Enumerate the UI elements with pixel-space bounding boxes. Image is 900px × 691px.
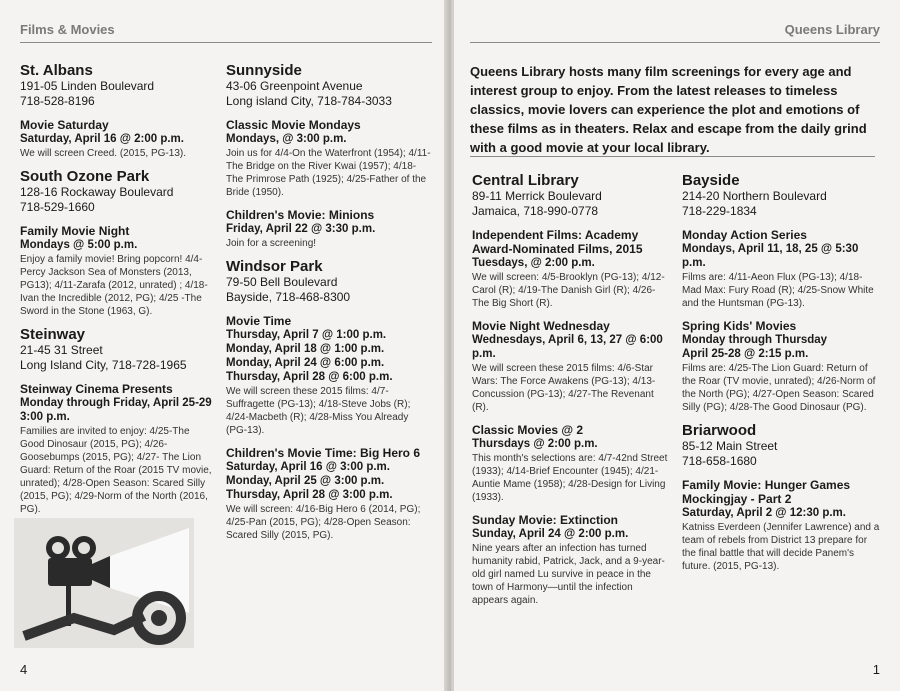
- left-column-2: [226, 62, 432, 550]
- location-block: [472, 172, 668, 607]
- event-title: Children's Movie: Minions: [226, 208, 375, 222]
- event-description: Enjoy a family movie! Bring popcorn! 4/4-Percy Jackson Sea of Monsters (2013, PG13); 4/11-Zarafa (2012, unrated) ; 4/18-Ivan the Incredible (2012, PG); 4/25 -The Sword in the Stone (1963, G).: [20, 254, 208, 317]
- event-description: Join for a screening!: [226, 238, 317, 249]
- event-title: Classic Movies @ 2: [472, 423, 584, 437]
- right-column-2: [682, 172, 882, 581]
- event-time: Saturday, April 16 @ 3:00 p.m.: [226, 461, 390, 473]
- location-address: Bayside, 718-468-8300: [226, 290, 351, 304]
- header-rule: [470, 42, 880, 43]
- right-page: [454, 0, 900, 691]
- event-time: April 25-28 @ 2:15 p.m.: [682, 348, 809, 360]
- event-title: Movie Saturday: [20, 118, 109, 132]
- location-address: 214-20 Northern Boulevard: [682, 189, 827, 203]
- location-name: Briarwood: [682, 422, 757, 439]
- location-address: Long Island City, 718-728-1965: [20, 358, 187, 372]
- location-address: 718-529-1660: [20, 200, 95, 214]
- section-header: Films & Movies: [20, 22, 115, 37]
- location-block: [226, 62, 432, 250]
- location-address: 718-528-8196: [20, 94, 95, 108]
- event-title: Classic Movie Mondays: [226, 118, 361, 132]
- event-description: Films are: 4/25-The Lion Guard: Return of the Roar (TV movie, unrated); 4/26-Norm of the North (PG); 4/27-Open Season: Scared Silly (PG); 4/28-The Good Dinosaur (PG).: [682, 363, 876, 413]
- location-address: 79-50 Bell Boulevard: [226, 275, 338, 289]
- header-rule: [20, 42, 432, 43]
- event-title: Independent Films: Academy Award-Nominated Films, 2015: [472, 228, 643, 256]
- event-time: Tuesdays, @ 2:00 p.m.: [472, 257, 595, 269]
- event-title: Monday Action Series: [682, 228, 807, 242]
- event-time: Monday, April 24 @ 6:00 p.m.: [226, 357, 385, 369]
- location-address: 43-06 Greenpoint Avenue: [226, 79, 363, 93]
- event-time: Thursdays @ 2:00 p.m.: [472, 438, 598, 450]
- page-number: 1: [872, 662, 880, 677]
- event-description: Join us for 4/4-On the Waterfront (1954); 4/11-The Bridge on the River Kwai (1957); 4/18-The Primrose Path (1925); 4/25-Father of the Bride (1950).: [226, 148, 431, 198]
- event-description: Families are invited to enjoy: 4/25-The Good Dinosaur (2015, PG); 4/26-Goosebumps (2015, PG); 4/27- The Lion Guard: Return of the Roar (2015 TV movie, unrated); 4/28-Open Season: Scared Silly (2015, PG); 4/29-Norm of the North (2016, PG).: [20, 426, 212, 515]
- location-address: 85-12 Main Street: [682, 439, 778, 453]
- location-block: [20, 326, 216, 516]
- event-description: Katniss Everdeen (Jennifer Lawrence) and a team of rebels from District 13 prepare for the final battle that will decide Panem's future. (2015, PG-13).: [682, 522, 880, 572]
- event-title: Spring Kids' Movies: [682, 319, 797, 333]
- event-description: We will screen these 2015 films: 4/7-Suffragette (PG-13); 4/18-Steve Jobs (R); 4/24-Macbeth (R); 4/28-Miss You Already (PG-13).: [226, 386, 411, 436]
- location-address: 21-45 31 Street: [20, 343, 103, 357]
- event-title: Children's Movie Time: Big Hero 6: [226, 446, 421, 460]
- event-time: Thursday, April 28 @ 3:00 p.m.: [226, 489, 393, 501]
- location-address: 89-11 Merrick Boulevard: [472, 189, 602, 203]
- event-time: Monday, April 18 @ 1:00 p.m.: [226, 343, 385, 355]
- event-title: Movie Night Wednesday: [472, 319, 610, 333]
- location-address: 718-658-1680: [682, 454, 757, 468]
- event-time: Saturday, April 16 @ 2:00 p.m.: [20, 133, 184, 145]
- event-time: 3:00 p.m.: [20, 411, 70, 423]
- location-name: Steinway: [20, 326, 86, 343]
- location-address: 718-229-1834: [682, 204, 757, 218]
- event-description: We will screen Creed. (2015, PG-13).: [20, 148, 186, 159]
- event-time: Monday through Thursday: [682, 334, 828, 346]
- event-time: Mondays @ 5:00 p.m.: [20, 239, 138, 251]
- location-address: Jamaica, 718-990-0778: [472, 204, 599, 218]
- section-header: Queens Library: [784, 22, 880, 37]
- event-time: Thursday, April 28 @ 6:00 p.m.: [226, 371, 393, 383]
- location-address: Long island City, 718-784-3033: [226, 94, 392, 108]
- event-time: Mondays, @ 3:00 p.m.: [226, 133, 347, 145]
- event-description: We will screen these 2015 films: 4/6-Star Wars: The Force Awakens (PG-13); 4/13-Concussion (PG-13); 4/27-The Revenant (R).: [472, 363, 656, 413]
- location-block: [20, 168, 216, 318]
- event-title: Steinway Cinema Presents: [20, 382, 173, 396]
- location-name: Sunnyside: [226, 62, 302, 79]
- left-column-1: [20, 62, 216, 524]
- event-time: Sunday, April 24 @ 2:00 p.m.: [472, 528, 629, 540]
- location-block: [682, 172, 882, 414]
- location-name: Bayside: [682, 172, 740, 189]
- location-block: [682, 422, 882, 573]
- event-time: Mondays, April 11, 18, 25 @ 5:30 p.m.: [682, 243, 859, 269]
- location-block: [226, 258, 432, 542]
- film-camera-illustration: [14, 518, 194, 648]
- event-time: Monday through Friday, April 25-29: [20, 397, 212, 409]
- event-description: Films are: 4/11-Aeon Flux (PG-13); 4/18- Mad Max: Fury Road (R); 4/25-Snow White and the Huntsman (PG-13).: [682, 272, 874, 309]
- event-time: Friday, April 22 @ 3:30 p.m.: [226, 223, 376, 235]
- location-address: 128-16 Rockaway Boulevard: [20, 185, 174, 199]
- event-description: We will screen: 4/5-Brooklyn (PG-13); 4/12-Carol (R); 4/19-The Danish Girl (R); 4/26-The Big Short (R).: [472, 272, 665, 309]
- event-description: Nine years after an infection has turned humanity rabid, Patrick, Jack, and a 9-year-old girl named Lu survive in peace in the town of Harmony—until the infection appears again.: [472, 543, 665, 606]
- event-time: Monday, April 25 @ 3:00 p.m.: [226, 475, 385, 487]
- event-title: Movie Time: [226, 314, 292, 328]
- event-title: Sunday Movie: Extinction: [472, 513, 619, 527]
- event-description: We will screen: 4/16-Big Hero 6 (2014, PG); 4/25-Pan (2015, PG); 4/28-Open Season: Scared Silly (2015, PG).: [226, 504, 421, 541]
- event-title: Family Movie: Hunger Games Mockingjay - Part 2: [682, 478, 851, 506]
- event-title: Family Movie Night: [20, 224, 130, 238]
- location-name: Windsor Park: [226, 258, 323, 275]
- event-time: Thursday, April 7 @ 1:00 p.m.: [226, 329, 387, 341]
- event-time: Wednesdays, April 6, 13, 27 @ 6:00 p.m.: [472, 334, 663, 360]
- location-address: 191-05 Linden Boulevard: [20, 79, 155, 93]
- page-number: 4: [20, 662, 28, 677]
- event-time: Saturday, April 2 @ 12:30 p.m.: [682, 507, 846, 519]
- location-name: Central Library: [472, 172, 579, 189]
- right-column-1: [472, 172, 668, 615]
- event-description: This month's selections are: 4/7-42nd Street (1933); 4/14-Brief Encounter (1945); 4/21-Auntie Mame (1958); 4/28-Design for Living (1933).: [472, 453, 668, 503]
- intro-rule: [470, 156, 875, 157]
- location-block: [20, 62, 216, 160]
- left-page: [0, 0, 446, 691]
- location-name: South Ozone Park: [20, 168, 150, 185]
- intro-paragraph: Queens Library hosts many film screenings for every age and interest group to enjoy. From the latest releases to timeless classics, movie lovers can experience the plot and emotions of these films as in theaters. Relax and escape from the daily grind with a good movie at your local library.: [470, 64, 867, 155]
- location-name: St. Albans: [20, 62, 93, 79]
